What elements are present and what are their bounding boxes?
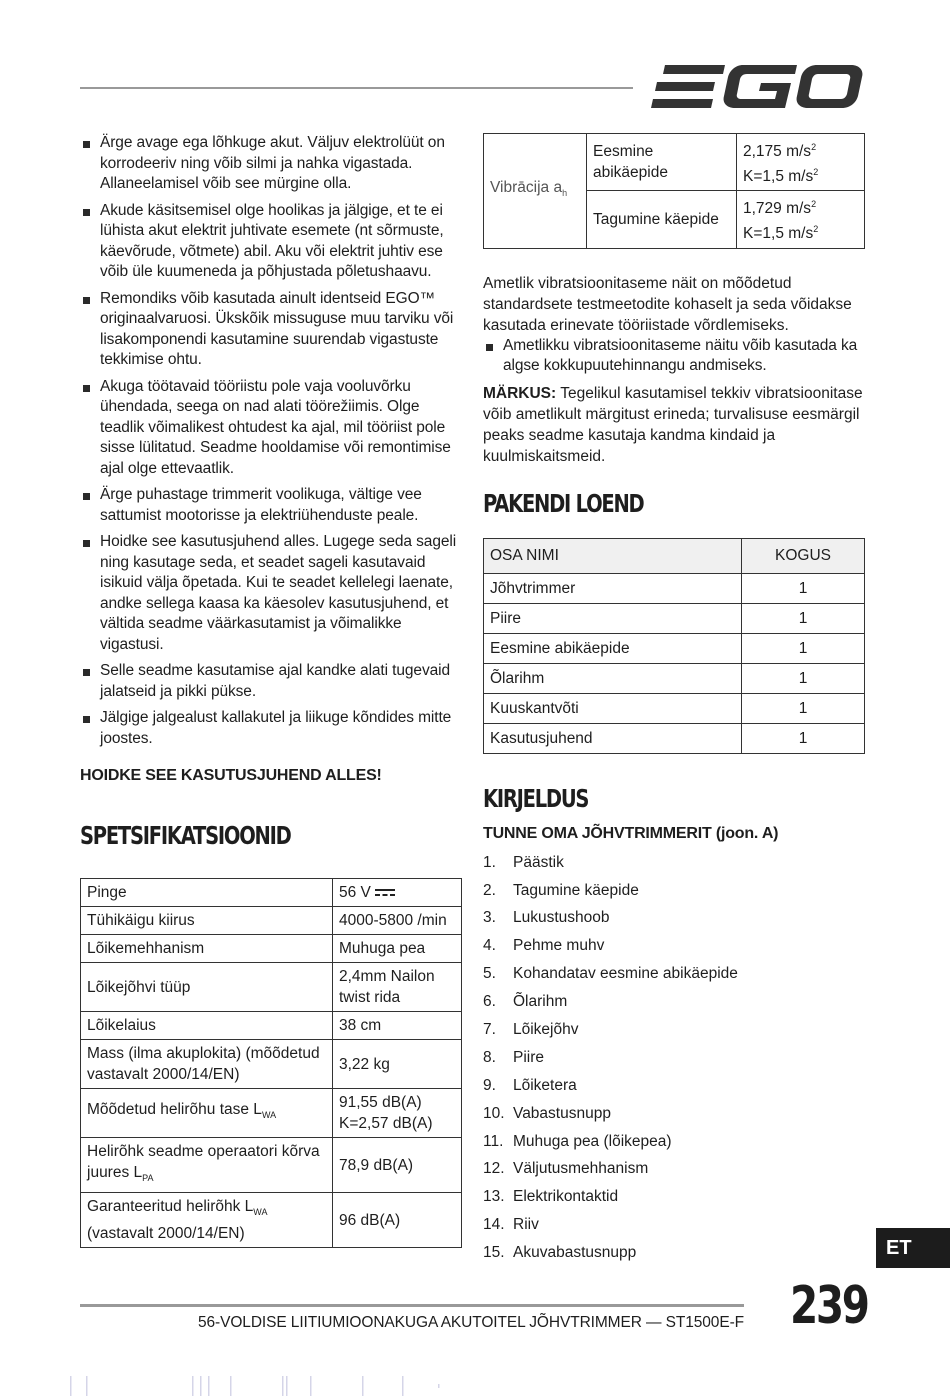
list-item: Selle seadme kasutamise ajal kandke alati tugevaid jalatseid ja pikki pükse. xyxy=(80,661,462,702)
scan-marks xyxy=(60,1374,460,1398)
spec-value: 96 dB(A) xyxy=(333,1193,462,1248)
language-tab: ET xyxy=(876,1228,950,1268)
pack-item-qty: 1 xyxy=(742,573,865,603)
vibration-name: Eesmine abikäepide xyxy=(587,134,737,191)
spec-label: Mõõdetud helirõhu tase $L_{WA}$ xyxy=(81,1089,333,1138)
page-number: 239 xyxy=(790,1276,868,1336)
list-item: Ärge puhastage trimmerit voolikuga, vältige vee sattumist mootorisse ja elektriühenduste peale. xyxy=(80,485,462,526)
list-item: 7. Lõikejõhv xyxy=(483,1020,579,1038)
list-item: 15. Akuvabastusnupp xyxy=(483,1244,637,1262)
spec-value: 2,4mm Nailon twist rida xyxy=(333,963,462,1012)
list-item: Akuga töötavaid tööriistu pole vaja vooluvõrku ühendada, seega on nad alati töörežiimis. Olge teadlik võimalikest ohtudest ka ajal, mil tööriist pole sisse lülitatud. Seadme hooldamise või remontimise ajal olge ettevaatlik. xyxy=(80,377,462,480)
list-item: 2. Tagumine käepide xyxy=(483,881,639,899)
pack-table xyxy=(483,538,865,754)
table-row xyxy=(81,907,462,935)
spec-label: Pinge xyxy=(81,879,333,907)
spec-value: 91,55 dB(A) K=2,57 dB(A) xyxy=(333,1089,462,1138)
description-subtitle: TUNNE OMA JÕHVTRIMMERIT (joon. A) xyxy=(483,824,779,842)
pack-item-name: Kuuskantvõti xyxy=(484,693,742,723)
table-row xyxy=(81,1040,462,1089)
table-row xyxy=(484,723,865,753)
ego-logo xyxy=(651,63,863,111)
list-item: 14. Riiv xyxy=(483,1216,539,1234)
table-row xyxy=(81,879,462,907)
list-item: 4. Pehme muhv xyxy=(483,937,605,955)
pack-item-qty: 1 xyxy=(742,633,865,663)
parts-list xyxy=(483,849,865,1267)
vibration-value: 2,175 $m/s^2$ K=1,5 $m/s^2$ xyxy=(737,134,865,191)
list-item: Akude käsitsemisel olge hoolikas ja jälgige, et te ei lühista akut elektrit juhtivate esemete (nt sõrmuste, käevõrude, võtmete) abil. Aku või elektrit juhtiv ese võib üle kuumeneda ja põhjustada põletushaavu. xyxy=(80,201,462,283)
spec-value: 38 cm xyxy=(333,1012,462,1040)
list-item: 9. Lõiketera xyxy=(483,1076,577,1094)
spec-label: Tühikäigu kiirus xyxy=(81,907,333,935)
spec-title: SPETSIFIKATSIOONID xyxy=(80,821,291,850)
list-item: 12. Väljutusmehhanism xyxy=(483,1160,649,1178)
list-item: 1. Päästik xyxy=(483,853,564,871)
note-label: MÄRKUS: xyxy=(483,384,557,402)
table-row xyxy=(484,134,865,191)
spec-label: Lõikemehhanism xyxy=(81,935,333,963)
list-item: 13. Elektrikontaktid xyxy=(483,1188,619,1206)
spec-value: 78,9 dB(A) xyxy=(333,1138,462,1193)
pack-item-qty: 1 xyxy=(742,663,865,693)
dc-symbol-icon xyxy=(375,888,395,898)
left-column xyxy=(80,133,462,1248)
vibration-bullets xyxy=(483,336,865,377)
vibration-name: Tagumine käepide xyxy=(587,191,737,248)
table-row xyxy=(484,633,865,663)
spec-value: 4000-5800 /min xyxy=(333,907,462,935)
table-row xyxy=(81,1089,462,1138)
description-title: KIRJELDUS xyxy=(483,783,589,813)
list-item: 11. Muhuga pea (lõikepea) xyxy=(483,1132,672,1150)
column-header: OSA NIMI xyxy=(484,538,742,573)
list-item: Remondiks võib kasutada ainult identseid EGO™ originaalvaruosi. Ükskõik missuguse muu tarviku või lisakomponendi kasutamine suurendab vigastuste tekkimise ohtu. xyxy=(80,289,462,371)
spec-label: Lõikejõhvi tüüp xyxy=(81,963,333,1012)
header-rule xyxy=(80,87,633,89)
vibration-table xyxy=(483,133,865,249)
spec-label: Garanteeritud helirõhk $L_{WA}$ (vastavalt 2000/14/EN) xyxy=(81,1193,333,1248)
vibration-label: Vibrācija $a_h$ xyxy=(484,134,587,249)
keep-manual-heading: HOIDKE SEE KASUTUSJUHEND ALLES! xyxy=(80,767,382,784)
pack-item-name: Jõhvtrimmer xyxy=(484,573,742,603)
list-item: 3. Lukustushoob xyxy=(483,909,610,927)
footer-rule xyxy=(80,1304,744,1307)
footer-text: 56-VOLDISE LIITIUMIOONAKUGA AKUTOITEL JÕHVTRIMMER — ST1500E-F xyxy=(198,1314,744,1331)
list-item: Ametlikku vibratsioonitaseme näitu võib kasutada ka algse kokkupuutehinnangu andmiseks. xyxy=(483,336,865,377)
pack-item-qty: 1 xyxy=(742,723,865,753)
table-row xyxy=(484,663,865,693)
spec-value: Muhuga pea xyxy=(333,935,462,963)
table-row xyxy=(81,1138,462,1193)
list-item: 6. Õlarihm xyxy=(483,993,568,1011)
vibration-value: 1,729 $m/s^2$ K=1,5 $m/s^2$ xyxy=(737,191,865,248)
pack-item-name: Kasutusjuhend xyxy=(484,723,742,753)
table-row xyxy=(484,693,865,723)
list-item: 5. Kohandatav eesmine abikäepide xyxy=(483,965,738,983)
pack-title: PAKENDI LOEND xyxy=(483,488,644,518)
list-item: Jälgige jalgealust kallakutel ja liikuge kõndides mitte joostes. xyxy=(80,708,462,749)
spec-label: Helirõhk seadme operaatori kõrva juures $L_{PA}$ xyxy=(81,1138,333,1193)
note-paragraph: MÄRKUS: Tegelikul kasutamisel tekkiv vibratsioonitase võib ametlikult märgitust erineda; turvalisuse eesmärgil peaks seadme kasutaja kandma kindaid ja kuulmiskaitsmeid. xyxy=(483,384,863,465)
spec-label: Lõikelaius xyxy=(81,1012,333,1040)
list-item: Hoidke see kasutusjuhend alles. Lugege seda sageli ning kasutage seda, et seadet sageli kasutavaid isikuid välja õpetada. Kui te seadet kellelegi laenate, andke sellega kaasa ka käesolev kasutusjuhend, et vältida seadme väärkasutamist ja võimalikke vigastusi. xyxy=(80,532,462,655)
spec-value: 56 V xyxy=(333,879,462,907)
spec-value: 3,22 kg xyxy=(333,1040,462,1089)
list-item: Ärge avage ega lõhkuge akut. Väljuv elektrolüüt on korrodeeriv ning võib silmi ja nahka vigastada. Allaneelamisel võib see mürgine olla. xyxy=(80,133,462,195)
list-item: 10. Vabastusnupp xyxy=(483,1104,611,1122)
table-row xyxy=(81,963,462,1012)
column-header: KOGUS xyxy=(742,538,865,573)
table-row xyxy=(81,1193,462,1248)
table-row xyxy=(81,935,462,963)
table-row xyxy=(81,1012,462,1040)
pack-item-name: Õlarihm xyxy=(484,663,742,693)
spec-label: Mass (ilma akuplokita) (mõõdetud vastavalt 2000/14/EN) xyxy=(81,1040,333,1089)
right-column xyxy=(483,133,865,1267)
vibration-intro: Ametlik vibratsioonitaseme näit on mõõdetud standardsete testmeetodite kohaselt ja seda võidakse kasutada erinevate tööriistade võrdlemiseks. xyxy=(483,274,852,334)
table-row xyxy=(484,603,865,633)
pack-item-name: Piire xyxy=(484,603,742,633)
table-row xyxy=(484,573,865,603)
table-header-row xyxy=(484,538,865,573)
pack-item-name: Eesmine abikäepide xyxy=(484,633,742,663)
list-item: 8. Piire xyxy=(483,1048,545,1066)
spec-table xyxy=(80,878,462,1248)
pack-item-qty: 1 xyxy=(742,693,865,723)
pack-item-qty: 1 xyxy=(742,603,865,633)
safety-bullets xyxy=(80,133,462,749)
